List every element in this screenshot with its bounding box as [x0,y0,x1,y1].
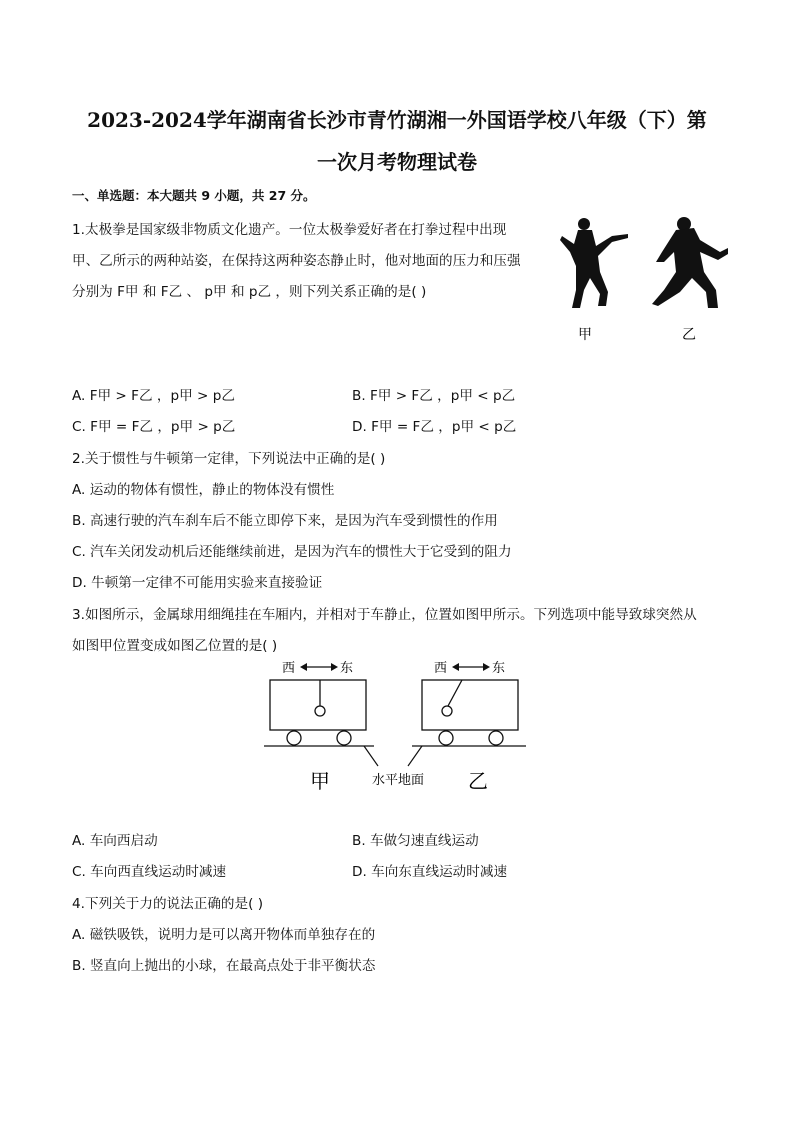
q1-option-b: B. F甲 > F乙 ，p甲 < p乙 [352,388,516,404]
double-arrow-left [300,663,338,671]
ground-label: 水平地面 [372,773,425,788]
q4-line-1: 4.下列关于力的说法正确的是( ) [72,896,264,912]
q3-option-d: D. 车向东直线运动时减速 [352,864,508,880]
q3-line-2: 如图甲位置变成如图乙位置的是( ) [72,638,278,654]
east-label-right: 东 [492,661,506,676]
taichi-person-jia [560,218,628,308]
q3-option-a: A. 车向西启动 [72,833,158,849]
q2-option-b: B. 高速行驶的汽车刹车后不能立即停下来，是因为汽车受到惯性的作用 [72,513,498,529]
cart-yi [422,680,518,745]
q3-option-b: B. 车做匀速直线运动 [352,833,479,849]
q2-option-a: A. 运动的物体有惯性，静止的物体没有惯性 [72,482,335,498]
figure-label-yi: 乙 [682,327,696,343]
cart-label-yi: 乙 [468,769,488,793]
cart-figure [262,656,532,796]
q1-option-a: A. F甲 > F乙 ，p甲 > p乙 [72,388,235,404]
taichi-person-yi [652,217,728,308]
q1-line-2: 甲、乙所示的两种站姿，在保持这两种姿态静止时，他对地面的压力和压强 [72,253,521,269]
q1-option-c: C. F甲 = F乙 ，p甲 > p乙 [72,419,236,435]
q4-option-a: A. 磁铁吸铁，说明力是可以离开物体而单独存在的 [72,927,376,943]
q2-option-d: D. 牛顿第一定律不可能用实验来直接验证 [72,575,323,591]
q2-line-1: 2.关于惯性与牛顿第一定律，下列说法中正确的是( ) [72,451,386,467]
ground-lines [264,746,526,766]
section-heading: 一、单选题：本大题共 9 小题，共 27 分。 [72,188,316,203]
q1-option-d: D. F甲 = F乙 ，p甲 < p乙 [352,419,517,435]
q2-option-c: C. 汽车关闭发动机后还能继续前进，是因为汽车的惯性大于它受到的阻力 [72,544,512,560]
cart-label-jia: 甲 [310,769,330,793]
q3-line-1: 3.如图所示，金属球用细绳挂在车厢内，并相对于车静止，位置如图甲所示。下列选项中能导致球突然从 [72,607,697,623]
taichi-figure [552,212,732,347]
q4-option-b: B. 竖直向上抛出的小球，在最高点处于非平衡状态 [72,958,376,974]
east-label-left: 东 [340,661,354,676]
exam-title-line-1: 2023-2024学年湖南省长沙市青竹湖湘一外国语学校八年级（下）第 [87,108,707,132]
west-label-left: 西 [282,661,296,676]
exam-title-line-2: 一次月考物理试卷 [317,150,477,174]
figure-label-jia: 甲 [578,327,592,343]
q1-line-1: 1.太极拳是国家级非物质文化遗产。一位太极拳爱好者在打拳过程中出现 [72,222,507,238]
west-label-right: 西 [434,661,448,676]
q3-option-c: C. 车向西直线运动时减速 [72,864,227,880]
double-arrow-right [452,663,490,671]
q1-line-3: 分别为 F甲 和 F乙 、 p甲 和 p乙 ，则下列关系正确的是( ) [72,284,427,300]
cart-jia [270,680,366,745]
